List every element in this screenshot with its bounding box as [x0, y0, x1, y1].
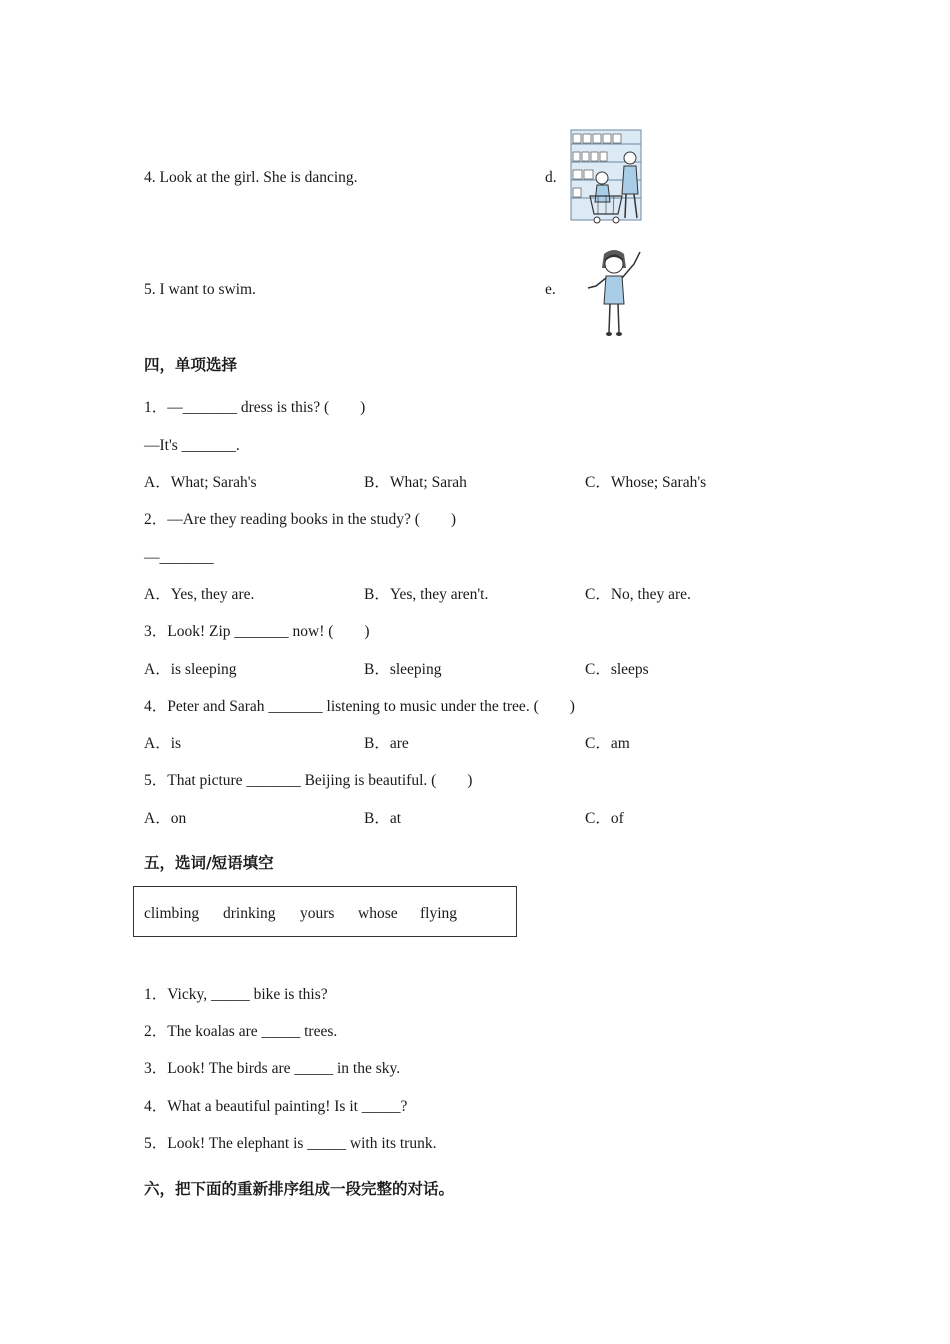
section4-title: 四，单项选择	[144, 356, 238, 374]
word-bank-item: whose	[358, 905, 398, 922]
section5-title: 五，选词/短语填空	[144, 854, 274, 872]
word-bank-box	[133, 886, 517, 937]
matching-sentence-4: 4. Look at the girl. She is dancing.	[144, 169, 358, 186]
word-bank-item: climbing	[144, 905, 200, 922]
q3-stem: 3．Look! Zip _______ now! ( )	[144, 623, 370, 640]
q1-reply: —It's _______.	[144, 437, 240, 454]
word-bank-item: yours	[300, 905, 335, 922]
q5-option-a[interactable]: A．on	[144, 810, 187, 827]
q3-option-c[interactable]: C．sleeps	[585, 661, 649, 678]
q1-option-a[interactable]: A．What; Sarah's	[144, 474, 257, 491]
q4-option-c[interactable]: C．am	[585, 735, 630, 752]
fill-sentence-1: 1．Vicky, _____ bike is this?	[144, 986, 328, 1003]
fill-sentence-5: 5．Look! The elephant is _____ with its trunk.	[144, 1135, 437, 1152]
q4-option-b[interactable]: B．are	[364, 735, 409, 752]
matching-letter-d: d.	[545, 169, 557, 186]
q2-option-a[interactable]: A．Yes, they are.	[144, 586, 255, 603]
word-bank-item: drinking	[223, 905, 276, 922]
q3-option-b[interactable]: B．sleeping	[364, 661, 442, 678]
matching-sentence-5: 5. I want to swim.	[144, 281, 256, 298]
q4-stem: 4．Peter and Sarah _______ listening to music under the tree. ( )	[144, 698, 575, 715]
section6-title: 六，把下面的重新排序组成一段完整的对话。	[144, 1180, 455, 1198]
q5-option-c[interactable]: C．of	[585, 810, 624, 827]
q3-option-a[interactable]: A．is sleeping	[144, 661, 237, 678]
q2-option-c[interactable]: C．No, they are.	[585, 586, 691, 603]
q2-stem: 2．—Are they reading books in the study? ( )	[144, 511, 457, 528]
q2-reply: —_______	[144, 549, 214, 566]
q1-option-b[interactable]: B．What; Sarah	[364, 474, 467, 491]
supermarket-shopping-cart-picture	[570, 122, 648, 230]
q5-option-b[interactable]: B．at	[364, 810, 402, 827]
word-bank-item: flying	[420, 905, 458, 922]
fill-sentence-2: 2．The koalas are _____ trees.	[144, 1023, 338, 1040]
q2-option-b[interactable]: B．Yes, they aren't.	[364, 586, 489, 603]
fill-sentence-4: 4．What a beautiful painting! Is it _____?	[144, 1098, 408, 1115]
fill-sentence-3: 3．Look! The birds are _____ in the sky.	[144, 1060, 401, 1077]
q1-stem: 1．—_______ dress is this? ( )	[144, 399, 366, 416]
q5-stem: 5．That picture _______ Beijing is beautiful. ( )	[144, 772, 473, 789]
q4-option-a[interactable]: A．is	[144, 735, 182, 752]
matching-letter-e: e.	[545, 281, 556, 298]
q1-option-c[interactable]: C．Whose; Sarah's	[585, 474, 707, 491]
waving-girl-picture	[584, 246, 646, 338]
